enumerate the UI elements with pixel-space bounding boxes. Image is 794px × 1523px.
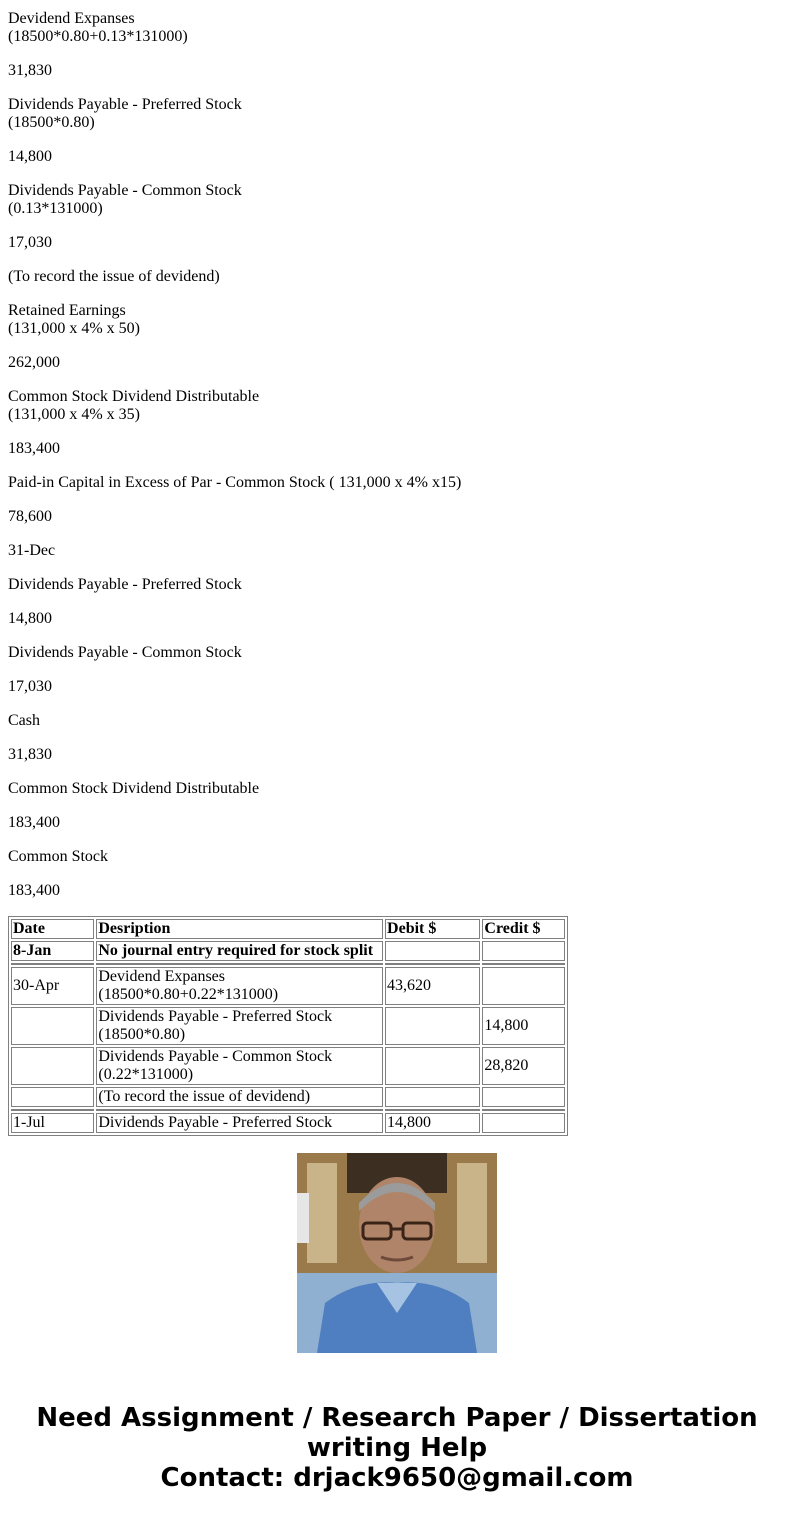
cell-debit <box>385 941 480 961</box>
paragraph: (To record the issue of devidend) <box>8 268 220 285</box>
paragraph: 262,000 <box>8 354 60 371</box>
cell-date: 8-Jan <box>11 941 94 961</box>
cell-debit <box>385 1047 480 1085</box>
paragraph: Dividends Payable - Common Stock (0.13*131000) <box>8 182 242 217</box>
spacer-cell <box>11 1109 94 1111</box>
cell-credit: 28,820 <box>482 1047 565 1085</box>
paragraph: Dividends Payable - Preferred Stock <box>8 576 242 593</box>
cell-credit <box>482 967 565 1005</box>
paragraph: 17,030 <box>8 234 52 251</box>
paragraph: 31,830 <box>8 62 52 79</box>
table-row <box>11 1007 565 1045</box>
cell-date: 30-Apr <box>11 967 94 1005</box>
paragraph: 31,830 <box>8 746 52 763</box>
paragraph: Retained Earnings (131,000 x 4% x 50) <box>8 302 140 337</box>
table-spacer-row <box>11 1109 565 1111</box>
spacer-cell <box>482 963 565 965</box>
paragraph: 78,600 <box>8 508 52 525</box>
table-row <box>11 967 565 1005</box>
paragraph: 183,400 <box>8 814 60 831</box>
spacer-cell <box>11 963 94 965</box>
cell-date <box>11 1047 94 1085</box>
paragraph: 183,400 <box>8 440 60 457</box>
cell-credit: 14,800 <box>482 1007 565 1045</box>
paragraph: Dividends Payable - Common Stock <box>8 644 242 661</box>
header-credit: Credit $ <box>482 919 565 939</box>
table-row <box>11 1047 565 1085</box>
cell-description: Dividends Payable - Preferred Stock <box>96 1113 383 1133</box>
cell-description: No journal entry required for stock split <box>96 941 383 961</box>
promo-line: writing Help <box>306 1433 488 1463</box>
cell-debit: 14,800 <box>385 1113 480 1133</box>
spacer-cell <box>385 963 480 965</box>
spacer-cell <box>96 1109 383 1111</box>
journal-table-viewport[interactable] <box>8 916 568 1131</box>
cell-credit <box>482 941 565 961</box>
cell-description: Dividends Payable - Common Stock (0.22*131000) <box>96 1047 383 1085</box>
table-spacer-row <box>11 963 565 965</box>
avatar <box>297 1153 497 1353</box>
paragraph: 14,800 <box>8 148 52 165</box>
paragraph: Common Stock Dividend Distributable (131,000 x 4% x 35) <box>8 388 260 423</box>
paragraph: Devidend Expanses (18500*0.80+0.13*131000) <box>8 10 188 45</box>
cell-credit <box>482 1113 565 1133</box>
paragraph: 14,800 <box>8 610 52 627</box>
paragraph: Dividends Payable - Preferred Stock (18500*0.80) <box>8 96 242 131</box>
cell-credit <box>482 1087 565 1107</box>
promo-footer <box>0 1403 794 1493</box>
header-debit: Debit $ <box>385 919 480 939</box>
contact-line: Contact: drjack9650@gmail.com <box>160 1463 634 1493</box>
cell-debit: 43,620 <box>385 967 480 1005</box>
cell-description: (To record the issue of devidend) <box>96 1087 383 1107</box>
table-row <box>11 1087 565 1107</box>
paragraph: Common Stock Dividend Distributable <box>8 780 260 797</box>
paragraph: 183,400 <box>8 882 60 899</box>
spacer-cell <box>385 1109 480 1111</box>
paragraph: Cash <box>8 712 40 729</box>
header-description: Desription <box>96 919 383 939</box>
paragraph: Paid-in Capital in Excess of Par - Common Stock ( 131,000 x 4% x15) <box>8 474 462 491</box>
journal-table <box>8 916 568 1136</box>
cell-date: 1-Jul <box>11 1113 94 1133</box>
spacer-cell <box>96 963 383 965</box>
avatar-portrait-image <box>297 1153 497 1353</box>
cell-date <box>11 1087 94 1107</box>
cell-date <box>11 1007 94 1045</box>
cell-description: Dividends Payable - Preferred Stock (18500*0.80) <box>96 1007 383 1045</box>
header-date: Date <box>11 919 94 939</box>
paragraph: 17,030 <box>8 678 52 695</box>
table-header-row <box>11 919 565 939</box>
paragraph: 31-Dec <box>8 542 56 559</box>
cell-debit <box>385 1087 480 1107</box>
spacer-cell <box>482 1109 565 1111</box>
promo-line: Need Assignment / Research Paper / Dissertation <box>36 1403 758 1433</box>
table-row <box>11 941 565 961</box>
cell-description: Devidend Expanses (18500*0.80+0.22*131000) <box>96 967 383 1005</box>
cell-debit <box>385 1007 480 1045</box>
document-body <box>8 10 788 916</box>
paragraph: Common Stock <box>8 848 109 865</box>
table-row <box>11 1113 565 1133</box>
